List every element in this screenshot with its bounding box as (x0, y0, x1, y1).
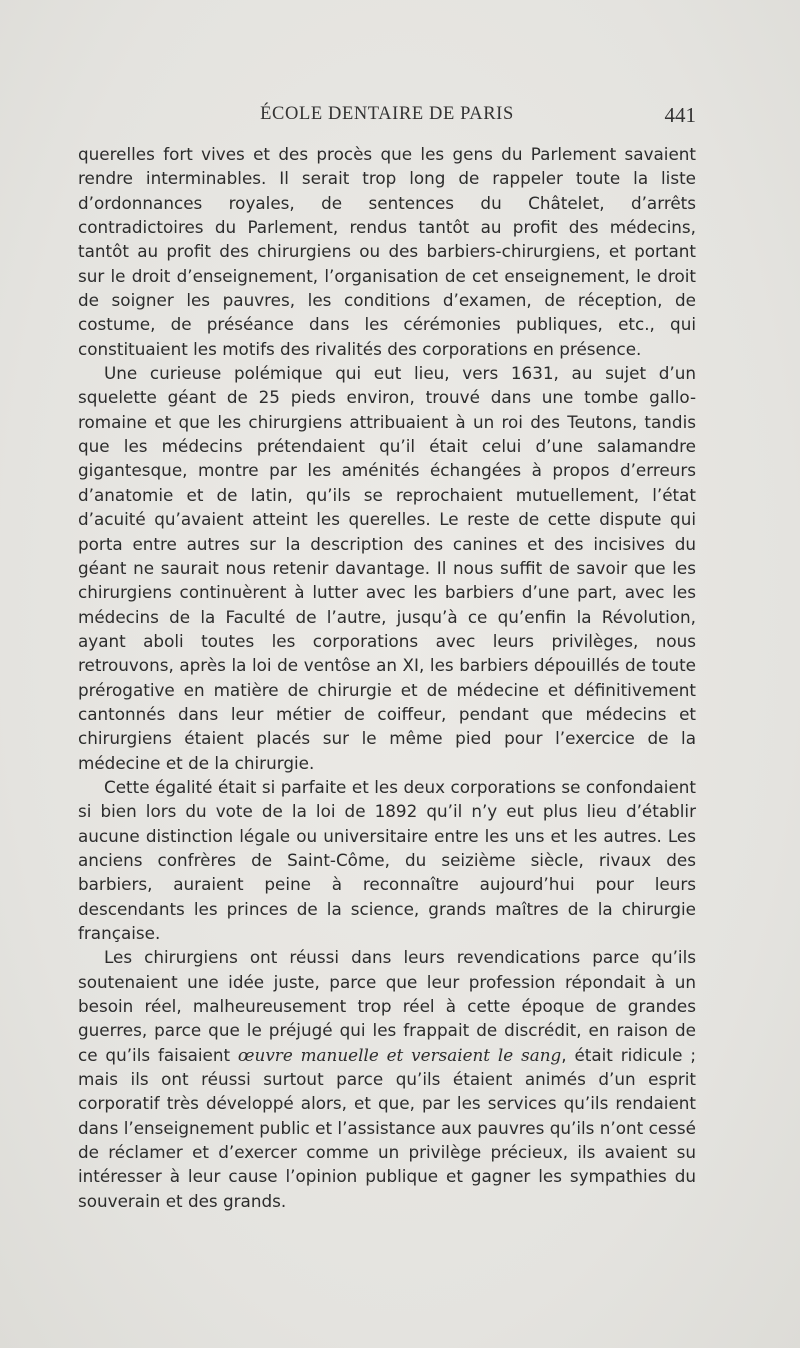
paragraph-4-italic-phrase: œuvre manuelle et versaient le sang (237, 1044, 562, 1065)
paragraph-4-text-after: , était ridicule ; mais ils ont réussi surtout parce qu’ils étaient animés d’un esprit corporatif très développé alors, et que, par les services qu’ils rendaient dans l’enseignement public et l’assistance aux pauvres qu’ils n’ont cessé de réclamer et d’exercer comme un privilège précieux, ils avaient su intéresser à leur cause l’opinion publique et gagner les sympathies du souverain et des grands. (78, 1044, 696, 1211)
paragraph-4-text-before: Les chirurgiens ont réussi dans leurs revendications parce qu’ils soutenaient une idée juste, parce que leur profession répondait à un besoin réel, malheureusement trop réel à cette époque de grandes guerres, parce que le préjugé qui les frappait de discrédit, en raison de ce qu’ils faisaient (78, 947, 696, 1065)
paragraph-2: Une curieuse polémique qui eut lieu, vers 1631, au sujet d’un squelette géant de 25 pieds environ, trouvé dans une tombe gallo-romaine et que les chirurgiens attribuaient à un roi des Teutons, tandis que les médecins prétendaient qu’il était celui d’une salamandre gigantesque, montre par les aménités échangées à propos d’erreurs d’anatomie et de latin, qu’ils se reprochaient mutuellement, l’état d’acuité qu’avaient atteint les querelles. Le reste de cette dispute qui porta entre autres sur la description des canines et des incisives du géant ne saurait nous retenir davantage. Il nous suffit de savoir que les chirurgiens continuèrent à lutter avec les barbiers d’une part, avec les médecins de la Faculté de l’autre, jusqu’à ce qu’enfin la Révolution, ayant aboli toutes les corporations avec leurs privilèges, nous retrouvons, après la loi de ventôse an XI, les barbiers dépouillés de toute prérogative en matière de chirurgie et de médecine et définitivement cantonnés dans leur métier de coiffeur, pendant que médecins et chirurgiens étaient placés sur le même pied pour l’exercice de la médecine et de la chirurgie. (78, 363, 696, 773)
page-number: 441 (664, 103, 696, 127)
paragraph-3: Cette égalité était si parfaite et les deux corporations se confondaient si bien lors du vote de la loi de 1892 qu’il n’y eut plus lieu d’établir aucune distinction légale ou universitaire entre les uns et les autres. Les anciens confrères de Saint-Côme, du seizième siècle, rivaux des barbiers, auraient peine à reconnaître aujourd’hui pour leurs descendants les princes de la science, grands maîtres de la chirurgie française. (78, 776, 696, 943)
running-title: ÉCOLE DENTAIRE DE PARIS (260, 104, 514, 124)
paragraph-4 (78, 945, 696, 1213)
running-head (78, 104, 696, 132)
body-text (78, 142, 696, 1213)
paragraph-1: querelles fort vives et des procès que les gens du Parlement savaient rendre interminables. Il serait trop long de rappeler toute la liste d’ordonnances royales, de sentences du Châtelet, d’arrêts contradictoires du Parlement, rendus tantôt au profit des médecins, tantôt au profit des chirurgiens ou des barbiers-chirurgiens, et portant sur le droit d’enseignement, l’organisation de cet enseignement, le droit de soigner les pauvres, les conditions d’examen, de réception, de costume, de préséance dans les cérémonies publiques, etc., qui constituaient les motifs des rivalités des corporations en présence. (78, 144, 696, 359)
